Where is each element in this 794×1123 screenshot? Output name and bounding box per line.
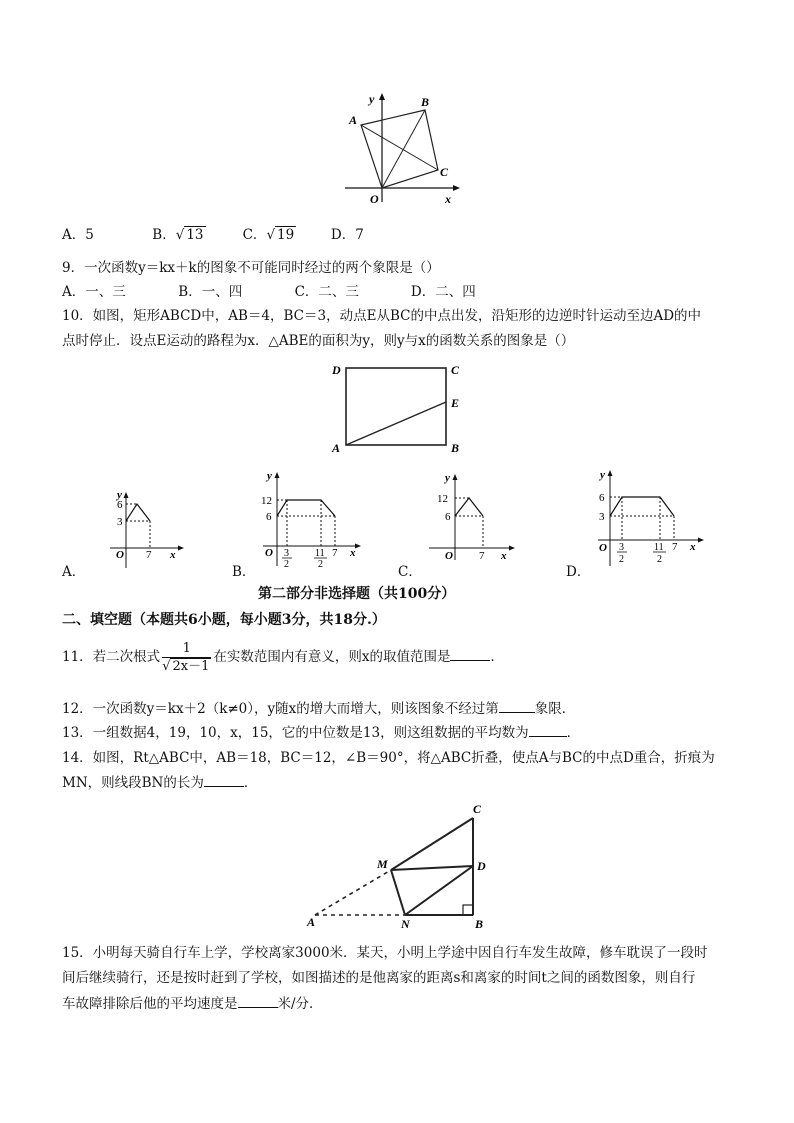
q14-label-a: A bbox=[307, 915, 316, 929]
q9-options bbox=[62, 283, 476, 301]
q13 bbox=[62, 724, 580, 742]
q10-graph-d bbox=[590, 470, 710, 570]
graph-d-3num: 3 bbox=[619, 542, 624, 553]
q11-after: 在实数范围内有意义，则x的取值范围是 bbox=[213, 649, 451, 665]
graph-d-6: 6 bbox=[599, 492, 605, 504]
graph-d-x: x bbox=[690, 541, 696, 553]
q10-label-d: D bbox=[332, 363, 341, 377]
q11-blank[interactable] bbox=[450, 648, 490, 661]
q11-frac-den: 2x－1 bbox=[172, 658, 210, 674]
q12-before: 12．一次函数y＝kx＋2（k≠0），y随x的增大而增大，则该图象不经过第 bbox=[62, 701, 499, 717]
graph-b-7: 7 bbox=[332, 547, 338, 559]
q10-label-c: C bbox=[451, 363, 460, 377]
graph-d-2b: 2 bbox=[657, 554, 662, 565]
q11-before: 11．若二次根式 bbox=[62, 649, 161, 665]
graph-c-6: 6 bbox=[445, 511, 451, 523]
graph-d-7: 7 bbox=[672, 541, 678, 553]
q11: 11．若二次根式 $\frac{1}{√ 2x-1}$ 在实数范围内有意义，则x的取值范围是 ． bbox=[62, 640, 504, 674]
q8-figure bbox=[335, 90, 465, 210]
graph-c-7: 7 bbox=[479, 550, 485, 562]
q15-blank[interactable] bbox=[238, 995, 278, 1008]
graph-a-x: x bbox=[170, 549, 176, 561]
graph-d-2a: 2 bbox=[619, 554, 624, 565]
q8-option-d: D．7 bbox=[330, 227, 364, 243]
q8-option-a: A．5 bbox=[62, 227, 94, 243]
q10-graph-b bbox=[255, 470, 370, 570]
q14-label-d: D bbox=[477, 859, 486, 873]
q8-label-y: y bbox=[369, 92, 375, 106]
graph-b-2b: 2 bbox=[318, 559, 323, 570]
section-fill-in: 二、填空题（本题共6小题，每小题3分，共18分.） bbox=[62, 612, 386, 628]
graph-b-y: y bbox=[267, 470, 272, 482]
q8-label-o: O bbox=[370, 192, 379, 206]
graph-a-y: y bbox=[117, 490, 122, 501]
graph-b-o: O bbox=[265, 547, 273, 559]
graph-c-x: x bbox=[501, 550, 507, 562]
graph-c-y: y bbox=[445, 472, 450, 484]
q14-blank[interactable] bbox=[204, 774, 244, 787]
q13-before: 13．一组数据4，19，10，x，15，它的中位数是13，则这组数据的平均数为 bbox=[62, 725, 529, 741]
q15-line3-after: 米/分． bbox=[277, 996, 323, 1012]
q14-label-b: B bbox=[475, 917, 484, 931]
graph-d-3: 3 bbox=[599, 511, 605, 523]
graph-a-o: O bbox=[116, 549, 124, 561]
q10-label-e: E bbox=[451, 396, 460, 410]
graph-b-2a: 2 bbox=[284, 559, 289, 570]
q9-option-d: D．二、四 bbox=[410, 284, 476, 300]
part2-title: 第二部分非选择题（共100分） bbox=[258, 586, 456, 602]
graph-b-x: x bbox=[350, 547, 356, 559]
q10-label-b: B bbox=[451, 441, 460, 455]
q10-line2: 点时停止．设点E运动的路程为x．△ABE的面积为y，则y与x的函数关系的图象是（） bbox=[62, 333, 575, 349]
q12-blank[interactable] bbox=[499, 700, 535, 713]
graph-b-11: 11 bbox=[315, 548, 325, 559]
graph-b-3: 3 bbox=[284, 548, 289, 559]
q12-after: 象限． bbox=[534, 701, 576, 717]
q10-line1: 10．如图，矩形ABCD中，AB＝4，BC＝3，动点E从BC的中点出发，沿矩形的边逆时针运动至边AD的中 bbox=[62, 308, 702, 324]
q14-line2: MN，则线段BN的长为 ． bbox=[62, 775, 258, 791]
q14-line1: 14．如图，Rt△ABC中，AB＝18，BC＝12，∠B＝90°，将△ABC折叠，使点A与BC的中点D重合，折痕为 bbox=[62, 750, 715, 766]
graph-c-o: O bbox=[445, 550, 453, 562]
graph-b-6: 6 bbox=[266, 511, 272, 523]
graph-a-6: 6 bbox=[117, 499, 123, 511]
q15-line1: 15．小明每天骑自行车上学，学校离家3000米．某天，小明上学途中因自行车发生故障，修车耽误了一段时 bbox=[62, 945, 708, 961]
q10-option-a-label: A． bbox=[62, 564, 86, 580]
graph-b-12: 12 bbox=[261, 495, 272, 507]
q14-triangle-figure bbox=[305, 800, 505, 935]
q10-graph-a bbox=[90, 490, 190, 570]
q10-option-d-label: D． bbox=[566, 564, 591, 580]
q12 bbox=[62, 700, 575, 718]
q15-line3 bbox=[62, 995, 323, 1013]
q14-label-n: N bbox=[401, 917, 410, 931]
q13-blank[interactable] bbox=[529, 724, 567, 737]
q8-option-c: C．√ 19 bbox=[242, 227, 295, 243]
q8-options bbox=[62, 226, 364, 244]
q10-graph-c bbox=[425, 472, 525, 562]
q8-option-b: B．√ 13 bbox=[152, 227, 204, 243]
graph-a-3: 3 bbox=[117, 516, 123, 528]
q8-label-c: C bbox=[440, 165, 449, 179]
q14-label-m: M bbox=[377, 857, 388, 871]
q8-label-a: A bbox=[349, 113, 358, 127]
q11-frac-num: 1 bbox=[162, 641, 211, 658]
graph-c-12: 12 bbox=[437, 493, 448, 505]
graph-a-7: 7 bbox=[146, 549, 152, 561]
graph-d-y: y bbox=[600, 470, 605, 481]
q8-label-b: B bbox=[421, 95, 430, 109]
q9-option-a: A．一、三 bbox=[62, 284, 126, 300]
q9-option-b: B．一、四 bbox=[178, 284, 243, 300]
q10-option-b-label: B． bbox=[232, 564, 256, 580]
q15-line3-before: 车故障排除后他的平均速度是 bbox=[62, 996, 238, 1012]
q8-label-x: x bbox=[445, 192, 451, 206]
q14-line2-before: MN，则线段BN的长为 bbox=[62, 775, 204, 791]
graph-d-11: 11 bbox=[654, 542, 664, 553]
q10-rectangle-figure bbox=[330, 358, 490, 458]
q14-label-c: C bbox=[473, 802, 482, 816]
q15-line2: 间后继续骑行，还是按时赶到了学校，如图描述的是他离家的距离s和离家的时间t之间的函数图象，则自行 bbox=[62, 970, 696, 986]
q11-fraction: $\frac{1}{√ 2x-1}$ bbox=[162, 640, 210, 674]
q13-after: ． bbox=[566, 725, 581, 741]
graph-d-o: O bbox=[599, 542, 607, 554]
q10-option-c-label: C． bbox=[398, 564, 422, 580]
q9-stem: 9．一次函数y＝kx＋k的图象不可能同时经过的两个象限是（） bbox=[62, 260, 440, 276]
q10-label-a: A bbox=[332, 441, 341, 455]
q9-option-c: C．二、三 bbox=[294, 284, 359, 300]
